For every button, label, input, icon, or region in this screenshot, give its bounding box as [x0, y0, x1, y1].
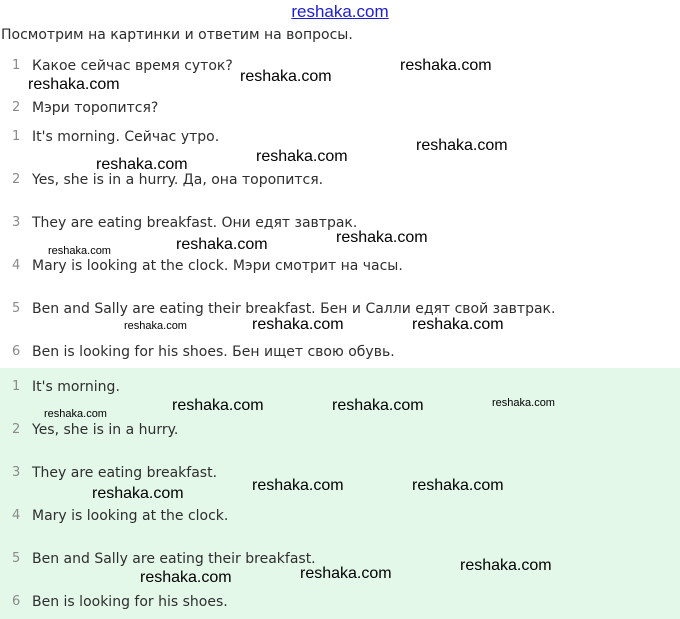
site-header [0, 0, 680, 24]
item-text: Ben and Sally are eating their breakfast. Бен и Салли едят свой завтрак. [32, 301, 556, 317]
english-answer-item [0, 508, 680, 530]
watermark: reshaka.com [412, 477, 504, 494]
item-text: They are eating breakfast. Они едят завтрак. [32, 215, 358, 231]
item-text: It's morning. Сейчас утро. [32, 129, 220, 145]
watermark: reshaka.com [336, 229, 428, 246]
item-number: 4 [12, 258, 21, 273]
watermark: reshaka.com [28, 76, 120, 93]
item-text: Ben is looking for his shoes. [32, 594, 228, 610]
item-number: 3 [12, 465, 21, 480]
answer-item [0, 344, 680, 366]
watermark: reshaka.com [300, 565, 392, 582]
watermark: reshaka.com [48, 245, 111, 257]
watermark: reshaka.com [176, 236, 268, 253]
english-answer-item [0, 594, 680, 616]
item-number: 3 [12, 215, 21, 230]
intro-text: Посмотрим на картинки и ответим на вопросы. [1, 27, 353, 43]
item-number: 1 [12, 58, 21, 73]
watermark: reshaka.com [492, 397, 555, 409]
english-answer-item [0, 422, 680, 444]
watermark: reshaka.com [460, 557, 552, 574]
watermark: reshaka.com [92, 485, 184, 502]
watermark: reshaka.com [240, 68, 332, 85]
watermark: reshaka.com [124, 320, 187, 332]
item-number: 5 [12, 551, 21, 566]
watermark: reshaka.com [400, 57, 492, 74]
item-text: Yes, she is in a hurry. Да, она торопится. [32, 172, 324, 188]
answer-item [0, 172, 680, 194]
site-link[interactable]: reshaka.com [291, 2, 389, 21]
item-text: It's morning. [32, 379, 120, 395]
item-number: 5 [12, 301, 21, 316]
item-text: Ben and Sally are eating their breakfast. [32, 551, 316, 567]
item-number: 4 [12, 508, 21, 523]
item-text: Mary is looking at the clock. [32, 508, 229, 524]
watermark: reshaka.com [416, 137, 508, 154]
item-text: Мэри торопится? [32, 100, 159, 116]
item-number: 2 [12, 100, 21, 115]
item-text: Какое сейчас время суток? [32, 58, 233, 74]
item-number: 6 [12, 344, 21, 359]
answer-item [0, 258, 680, 280]
watermark: reshaka.com [172, 397, 264, 414]
watermark: reshaka.com [140, 569, 232, 586]
watermark: reshaka.com [256, 148, 348, 165]
item-number: 1 [12, 129, 21, 144]
item-text: They are eating breakfast. [32, 465, 218, 481]
item-text: Mary is looking at the clock. Мэри смотрит на часы. [32, 258, 403, 274]
item-number: 1 [12, 379, 21, 394]
watermark: reshaka.com [252, 477, 344, 494]
item-number: 2 [12, 172, 21, 187]
watermark: reshaka.com [44, 408, 107, 420]
watermark: reshaka.com [412, 316, 504, 333]
item-number: 2 [12, 422, 21, 437]
item-number: 6 [12, 594, 21, 609]
watermark: reshaka.com [332, 397, 424, 414]
item-text: Ben is looking for his shoes. Бен ищет свою обувь. [32, 344, 395, 360]
watermark: reshaka.com [252, 316, 344, 333]
item-text: Yes, she is in a hurry. [32, 422, 179, 438]
question-item [0, 100, 680, 122]
watermark: reshaka.com [96, 156, 188, 173]
